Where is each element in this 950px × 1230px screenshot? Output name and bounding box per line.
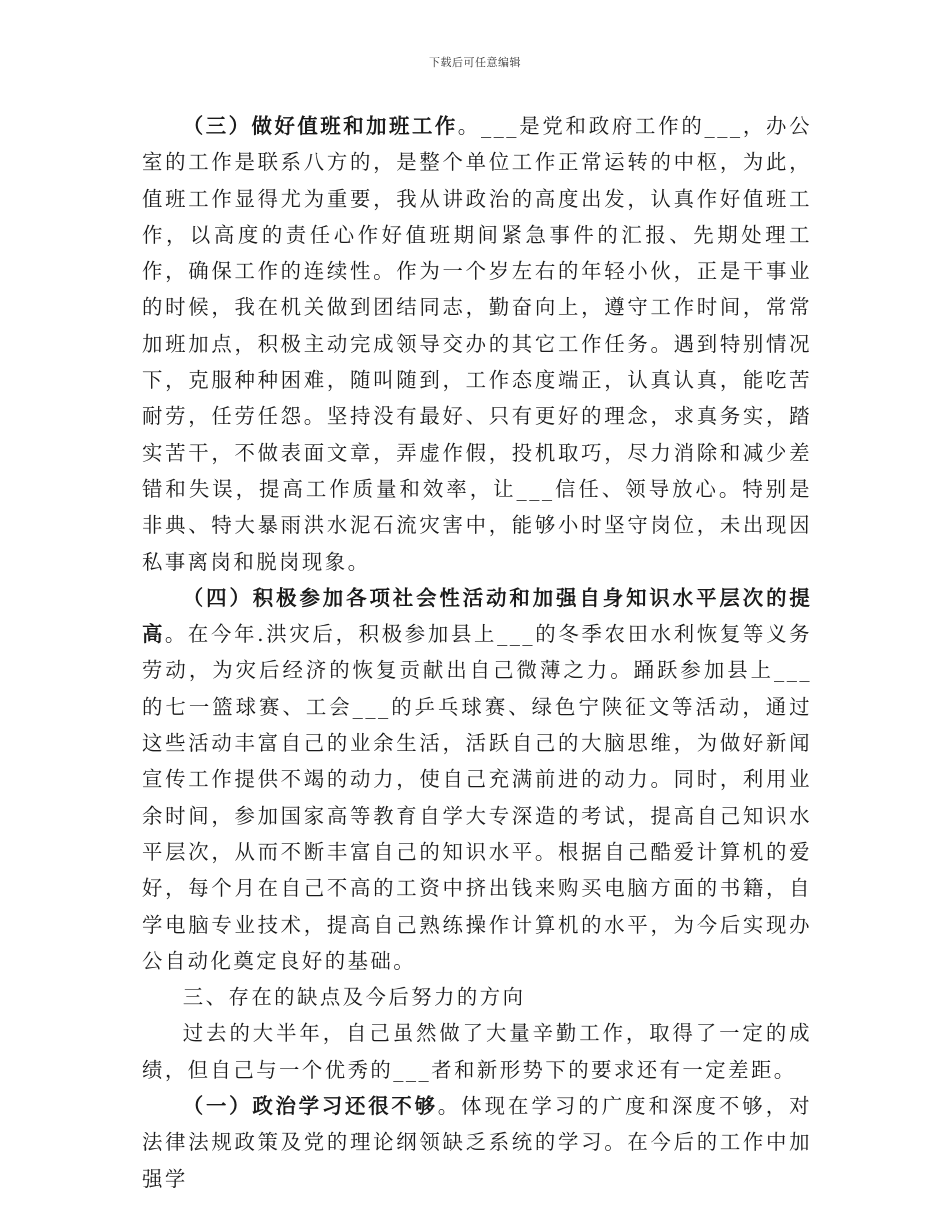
document-body <box>142 108 812 1197</box>
paragraph-shortcomings-intro <box>142 1015 812 1088</box>
section-heading-duty-work: （三）做好值班和加班工作 <box>182 114 458 138</box>
section-heading-social-activities: （四）积极参加各项社会性活动和加强自身知识水平层次的提高 <box>142 585 812 647</box>
paragraph-text: 。体现在学习的广度和深度不够，对法律法规政策及党的理论纲领缺乏系统的学习。在今后的工作中加强学 <box>142 1094 812 1191</box>
paragraph-text: 。在今年.洪灾后，积极参加县上___的冬季农田水利恢复等义务劳动，为灾后经济的恢复贡献出自己微薄之力。踊跃参加县上___的七一篮球赛、工会___的乒乓球赛、绿色宁陕征文等活动，通过这些活动丰富自己的业余生活，活跃自己的大脑思维，为做好新闻宣传工作提供不竭的动力，使自己充满前进的动力。同时，利用业余时间，参加国家高等教育自学大专深造的考试，提高自己知识水平层次，从而不断丰富自己的知识水平。根据自己酷爱计算机的爱好，每个月在自己不高的工资中挤出钱来购买电脑方面的书籍，自学电脑专业技术，提高自己熟练操作计算机的水平，为今后实现办公自动化奠定良好的基础。 <box>142 622 812 973</box>
paragraph-political-study <box>142 1088 812 1197</box>
section-heading-political-study: （一）政治学习还很不够 <box>182 1094 438 1119</box>
paragraph-shortcomings-heading <box>142 979 812 1015</box>
paragraph-social-activities <box>142 580 812 979</box>
page-header-note: 下载后可任意编辑 <box>429 56 521 69</box>
section-heading-shortcomings: 三、存在的缺点及今后努力的方向 <box>182 985 526 1010</box>
paragraph-duty-work <box>142 108 812 580</box>
paragraph-text: 过去的大半年，自己虽然做了大量辛勤工作，取得了一定的成绩，但自己与一个优秀的___者和新形势下的要求还有一定差距。 <box>142 1021 812 1082</box>
paragraph-text: 。___是党和政府工作的___，办公室的工作是联系八方的，是整个单位工作正常运转的中枢，为此，值班工作显得尤为重要，我从讲政治的高度出发，认真作好值班工作，以高度的责任心作好值班期间紧急事件的汇报、先期处理工作，确保工作的连续性。作为一个岁左右的年轻小伙，正是干事业的时候，我在机关做到团结同志，勤奋向上，遵守工作时间，常常加班加点，积极主动完成领导交办的其它工作任务。遇到特别情况下，克服种种困难，随叫随到，工作态度端正，认真认真，能吃苦耐劳，任劳任怨。坚持没有最好、只有更好的理念，求真务实，踏实苦干，不做表面文章，弄虚作假，投机取巧，尽力消除和减少差错和失误，提高工作质量和效率，让___信任、领导放心。特别是非典、特大暴雨洪水泥石流灾害中，能够小时坚守岗位，未出现因私事离岗和脱岗现象。 <box>142 114 812 574</box>
